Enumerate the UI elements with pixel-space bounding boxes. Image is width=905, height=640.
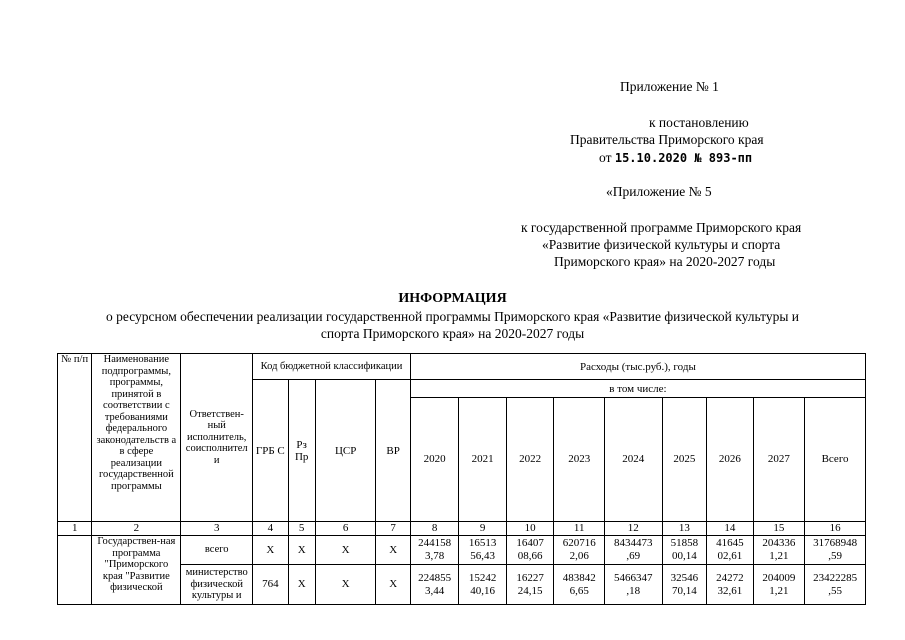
decree-date-number: 15.10.2020 № 893-пп — [614, 151, 753, 165]
column-number: 9 — [459, 522, 507, 536]
decree-date-line — [599, 150, 752, 166]
subtitle-line-2: спорта Приморского края» на 2020-2027 годы — [320, 326, 585, 341]
column-number: 14 — [707, 522, 754, 536]
header-executor: Ответствен-ный исполнитель, соисполнител и — [181, 354, 253, 522]
from-label: от — [599, 150, 612, 165]
column-number: 16 — [805, 522, 866, 536]
header-including: в том числе: — [410, 380, 865, 398]
value-cell: 15242 40,16 — [459, 565, 507, 605]
value-cell: 31768948 ,59 — [805, 536, 866, 565]
program-line-2: «Развитие физической культуры и спорта — [542, 237, 781, 252]
document-subtitle — [40, 308, 865, 342]
header-year: 2023 — [554, 398, 605, 522]
resource-table — [57, 353, 866, 605]
header-year: 2024 — [604, 398, 662, 522]
value-cell: 204009 1,21 — [753, 565, 805, 605]
appendix-number: Приложение № 1 — [620, 79, 719, 94]
header-year: 2021 — [459, 398, 507, 522]
header-csr: ЦСР — [315, 380, 376, 522]
program-line-1: к государственной программе Приморского края — [521, 220, 802, 235]
to-decree-label: к постановлению — [649, 115, 749, 130]
document-title: ИНФОРМАЦИЯ — [398, 291, 507, 306]
header-expenses: Расходы (тыс.руб.), годы — [410, 354, 865, 380]
header-grbs: ГРБ С — [253, 380, 288, 522]
value-cell: 620716 2,06 — [554, 536, 605, 565]
header-budget-code: Код бюджетной классификации — [253, 354, 411, 380]
row-grbs: 764 — [253, 565, 288, 605]
header-year: 2022 — [506, 398, 554, 522]
appendix5-label: «Приложение № 5 — [606, 184, 712, 199]
value-cell: 16513 56,43 — [459, 536, 507, 565]
subtitle-line-1: о ресурсном обеспечении реализации государственной программы Приморского края «Развитие физической культуры и — [105, 309, 799, 324]
header-rzpr: Рз Пр — [288, 380, 315, 522]
column-number: 10 — [506, 522, 554, 536]
row-grbs: Х — [253, 536, 288, 565]
program-name: Государствен-ная программа "Приморского края "Развитие физической — [92, 536, 181, 605]
row-rzpr: Х — [288, 565, 315, 605]
column-number: 8 — [410, 522, 459, 536]
program-line-3: Приморского края» на 2020-2027 годы — [554, 254, 776, 269]
column-number: 13 — [662, 522, 706, 536]
value-cell: 51858 00,14 — [662, 536, 706, 565]
column-number: 4 — [253, 522, 288, 536]
value-cell: 23422285 ,55 — [805, 565, 866, 605]
row-csr: Х — [315, 565, 376, 605]
value-cell: 8434473 ,69 — [604, 536, 662, 565]
row-rzpr: Х — [288, 536, 315, 565]
column-number: 12 — [604, 522, 662, 536]
column-number: 7 — [376, 522, 410, 536]
row-vr: Х — [376, 536, 410, 565]
column-number: 2 — [92, 522, 181, 536]
value-cell: 224855 3,44 — [410, 565, 459, 605]
column-number: 6 — [315, 522, 376, 536]
header-vr: ВР — [376, 380, 410, 522]
header-year: 2020 — [410, 398, 459, 522]
row-executor: министерство физической культуры и — [181, 565, 253, 605]
government-label: Правительства Приморского края — [570, 132, 764, 147]
column-number: 5 — [288, 522, 315, 536]
column-number: 1 — [58, 522, 92, 536]
value-cell: 5466347 ,18 — [604, 565, 662, 605]
header-year: 2025 — [662, 398, 706, 522]
value-cell: 204336 1,21 — [753, 536, 805, 565]
header-year: 2027 — [753, 398, 805, 522]
value-cell: 16227 24,15 — [506, 565, 554, 605]
header-name: Наименование подпрограммы, программы, принятой в соответствии с требованиями федерального законодательств а в сфере реализации государственной программы — [92, 354, 181, 522]
column-number: 3 — [181, 522, 253, 536]
row-no — [58, 536, 92, 605]
row-executor: всего — [181, 536, 253, 565]
value-cell: 32546 70,14 — [662, 565, 706, 605]
value-cell: 41645 02,61 — [707, 536, 754, 565]
header-no: № п/п — [58, 354, 92, 522]
value-cell: 16407 08,66 — [506, 536, 554, 565]
header-year: Всего — [805, 398, 866, 522]
row-vr: Х — [376, 565, 410, 605]
column-number: 11 — [554, 522, 605, 536]
row-csr: Х — [315, 536, 376, 565]
value-cell: 24272 32,61 — [707, 565, 754, 605]
value-cell: 244158 3,78 — [410, 536, 459, 565]
column-number: 15 — [753, 522, 805, 536]
value-cell: 483842 6,65 — [554, 565, 605, 605]
header-year: 2026 — [707, 398, 754, 522]
